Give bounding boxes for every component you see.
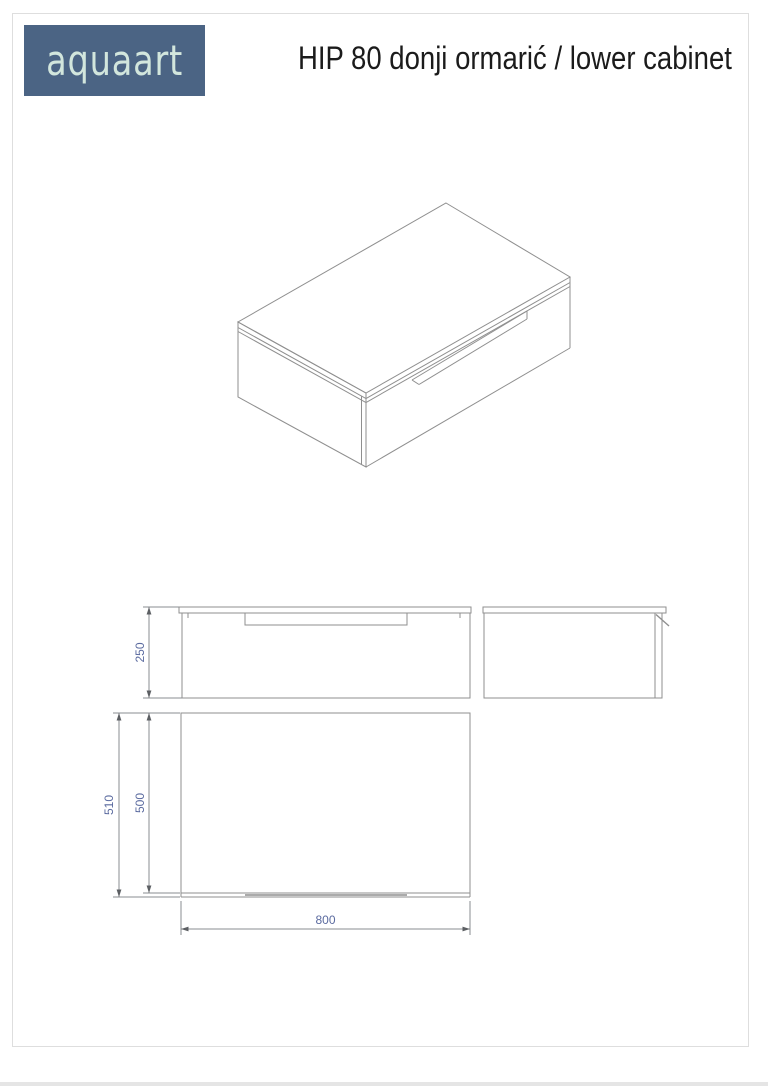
dimension-height <box>133 607 182 698</box>
isometric-view <box>238 203 570 467</box>
isometric-slab-edge-2 <box>238 287 570 403</box>
front-view-body <box>182 613 470 698</box>
dimension-width <box>181 901 470 935</box>
brand-logo-text: aquaart <box>45 35 183 85</box>
side-view-drawer-front <box>655 613 662 698</box>
side-view <box>483 607 669 698</box>
top-view-body <box>181 713 470 893</box>
isometric-top-face <box>238 203 570 393</box>
isometric-handle-groove <box>412 311 527 385</box>
dimension-depth <box>133 713 180 893</box>
side-view-countertop <box>483 607 666 613</box>
front-view-handle-groove <box>245 613 407 625</box>
dimension-width-label: 800 <box>315 913 336 927</box>
top-view <box>102 713 470 935</box>
dimension-height-label: 250 <box>133 642 147 663</box>
isometric-left-face <box>238 322 366 467</box>
page-title: HIP 80 donji ormarić / lower cabinet <box>298 40 732 76</box>
side-view-body <box>484 613 655 698</box>
dimension-total-depth-label: 510 <box>102 794 116 816</box>
dimension-depth-label: 500 <box>133 792 147 814</box>
front-view <box>133 607 471 698</box>
isometric-front-bottom-edge <box>366 348 570 467</box>
front-view-countertop <box>179 607 471 613</box>
